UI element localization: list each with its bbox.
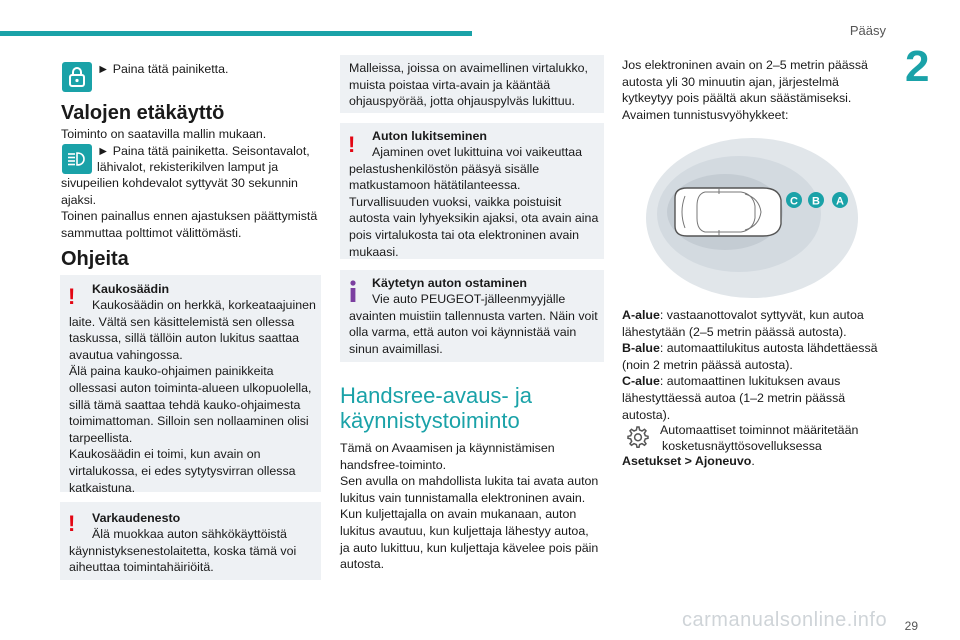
text-line: Kaukosäädin ei toimi, kun avain on [69, 447, 261, 462]
text-line: avainten muistiin tallennusta varten. Näin voit [349, 308, 598, 323]
headlight-instruction-line1: ► Paina tätä painiketta. Seisontavalot, [97, 144, 310, 158]
text-line: pelastushenkilöstön pääsyä sisälle [349, 161, 540, 176]
text-line: Vie auto PEUGEOT-jälleenmyyjälle [372, 292, 566, 306]
availability-note: Toiminto on saatavilla mallin mukaan. [61, 127, 267, 141]
text-line: mukaasi. [349, 244, 399, 259]
text-line: Ajaminen ovet lukittuina voi vaikeuttaa [372, 145, 583, 159]
warning-icon: ! [68, 284, 76, 309]
zone-a-description [622, 307, 892, 324]
zone-b-description-2: (noin 2 metrin päässä autosta). [622, 357, 793, 372]
info-text [349, 291, 601, 357]
text-line: kytkeytyy pois päältä akun säästämiseksi. [622, 91, 852, 106]
text-line: autosta yli 30 minuutin ajan, järjestelmä [622, 74, 839, 89]
info-title: Käytetyn auton ostaminen [372, 276, 527, 290]
page-number: 29 [904, 619, 918, 633]
text-line: virtalukossa, ei edes sytytysvirran ollessa [69, 463, 296, 478]
text-line: lukitus avautuu, kun kuljettaja lähestyy autoa, [340, 523, 589, 538]
text-line: sillä tämä saattaa tehdä kauko-ohjaimesta [69, 397, 301, 412]
text-line: autosta. [340, 557, 385, 572]
text-line: Malleissa, joissa on avaimellinen virtalukko, [349, 61, 588, 75]
warning-title: Varkaudenesto [92, 511, 181, 525]
zone-descriptions [622, 307, 892, 423]
text-line: Turvallisuuden vuoksi, vaikka poistuisit [349, 194, 562, 209]
text-line: Jos elektroninen avain on 2–5 metrin päässä [622, 58, 868, 72]
text-line: ja auto lukittuu, kun kuljettaja kävelee pois päin [340, 540, 599, 555]
text-line: Kun kuljettajalla on avain mukanaan, auton [340, 507, 577, 522]
gear-icon [624, 424, 650, 450]
text-line: muista poistaa virta-avain ja kääntää [349, 77, 551, 92]
text-line: käynnistyksenestolaitetta, koska tämä voi [69, 543, 297, 558]
text-line: toimimattoman. Silloin sen nollaaminen olisi [69, 414, 309, 429]
zone-b-label: B [812, 195, 820, 208]
settings-path-text: Asetukset > Ajoneuvo [622, 454, 752, 468]
heading-handsfree-line2: käynnistystoiminto [340, 408, 520, 433]
warning-box-kaukosaadin [60, 275, 321, 495]
text-line: ollessasi auton toiminta-alueen ulkopuolella, [69, 380, 312, 395]
text-line: Kaukosäädin on herkkä, korkeataajuinen [92, 298, 316, 312]
heading-ohjeita: Ohjeita [61, 248, 129, 270]
warning-box-lukitseminen [340, 123, 604, 259]
zone-markers [786, 192, 848, 208]
chapter-number: 2 [905, 42, 930, 91]
car-top-view-icon [675, 188, 781, 236]
text-line: ajaksi. [61, 192, 97, 207]
warning-box-varkaudenesto [60, 502, 321, 580]
warning-text [69, 297, 318, 496]
zone-b-description [622, 340, 892, 357]
settings-note-line1: Automaattiset toiminnot määritetään [660, 423, 859, 437]
headlight-instruction-line2: lähivalot, rekisterikilven lamput ja [97, 160, 279, 174]
text-line: katkaistuna. [69, 480, 136, 495]
text-line: pois virtalukosta tai ota elektroninen avain [349, 227, 580, 242]
settings-path-end: . [751, 454, 755, 468]
zone-c-term: C-alue [622, 374, 660, 389]
headlight-instruction-rest [61, 175, 321, 241]
zone-a-label: A [836, 195, 844, 208]
intro-text [622, 57, 892, 123]
text-line: Tämä on Avaamisen ja käynnistämisen [340, 441, 555, 455]
zone-a-text: : vastaanottovalot syttyvät, kun autoa [659, 308, 864, 322]
handsfree-description [340, 440, 604, 573]
press-button-instruction: ► Paina tätä painiketta. [97, 62, 229, 76]
warning-text [349, 144, 601, 260]
headlight-button-icon [62, 144, 92, 174]
section-title: Pääsy [849, 23, 886, 38]
zone-a-term: A-alue [622, 308, 660, 322]
text-line: avautua vahingossa. [69, 347, 183, 362]
text-line: laite. Vältä sen käsittelemistä sen ollessa [69, 314, 295, 329]
text-line: handsfree-toiminto. [340, 457, 447, 472]
heading-valojen-etakaytto: Valojen etäkäyttö [61, 102, 225, 124]
warning-title: Kaukosäädin [92, 282, 170, 296]
zone-c-description-3: autosta). [622, 407, 671, 422]
settings-path [622, 453, 755, 470]
note-box-ignition [340, 55, 604, 113]
text-line: Älä muokkaa auton sähkökäyttöistä [92, 527, 287, 541]
note-text [349, 60, 599, 110]
zone-c-description-2: lähestyttäessä autoa (1–2 metrin päässä [622, 390, 846, 405]
zone-b-text: : automaattilukitus autosta lähdettäessä [659, 341, 878, 356]
text-line: aiheuttaa toimintahäiriöitä. [69, 560, 214, 575]
settings-note-line2: kosketusnäyttösovelluksessa [662, 439, 822, 453]
text-line: sinun avaimillasi. [349, 341, 443, 356]
text-line: taskussa, sillä tällöin auton lukitus saattaa [69, 331, 300, 346]
warning-icon: ! [348, 132, 356, 157]
warning-title: Auton lukitseminen [372, 129, 487, 143]
text-line: ohjauspyörää, jotta ohjauspylväs lukittuu. [349, 94, 575, 109]
watermark: carmanualsonline.info [682, 609, 888, 631]
zone-a-description-2: lähestytään (2–5 metrin päässä autosta). [622, 324, 847, 339]
text-line: tarpeellista. [69, 430, 133, 445]
detection-zones-diagram [645, 136, 859, 300]
heading-handsfree-line1: Handsree-avaus- ja [340, 383, 532, 408]
zone-c-description [622, 373, 892, 390]
text-line: sivupeilien kohdevalot syttyvät 30 sekunnin [61, 176, 298, 190]
text-line: Älä paina kauko-ohjaimen painikkeita [69, 364, 274, 379]
text-line: autosta vain lyhyeksikin ajaksi, ota avain aina [349, 211, 599, 226]
warning-text [69, 526, 318, 576]
text-line: sammuttaa polttimot välittömästi. [61, 225, 242, 240]
lock-button-icon [62, 62, 92, 92]
text-line: olla varma, että auton voi käynnistää vain [349, 325, 577, 340]
text-line: Sen avulla on mahdollista lukita tai avata auton [340, 474, 599, 489]
zone-c-text: : automaattinen lukituksen avaus [659, 374, 841, 389]
text-line: Toinen painallus ennen ajastuksen päättymistä [61, 209, 318, 224]
text-line: lukitus vain tunnistamalla elektroninen avain. [340, 490, 586, 505]
warning-icon: ! [68, 511, 76, 536]
header-accent-bar [0, 31, 472, 36]
text-line: matkustamoon hätätilanteessa. [349, 178, 521, 193]
info-box-kaytetyn-auton [340, 270, 604, 362]
zone-c-label: C [790, 195, 798, 208]
zone-b-term: B-alue [622, 341, 660, 356]
text-line: Avaimen tunnistusvyöhykkeet: [622, 107, 789, 122]
